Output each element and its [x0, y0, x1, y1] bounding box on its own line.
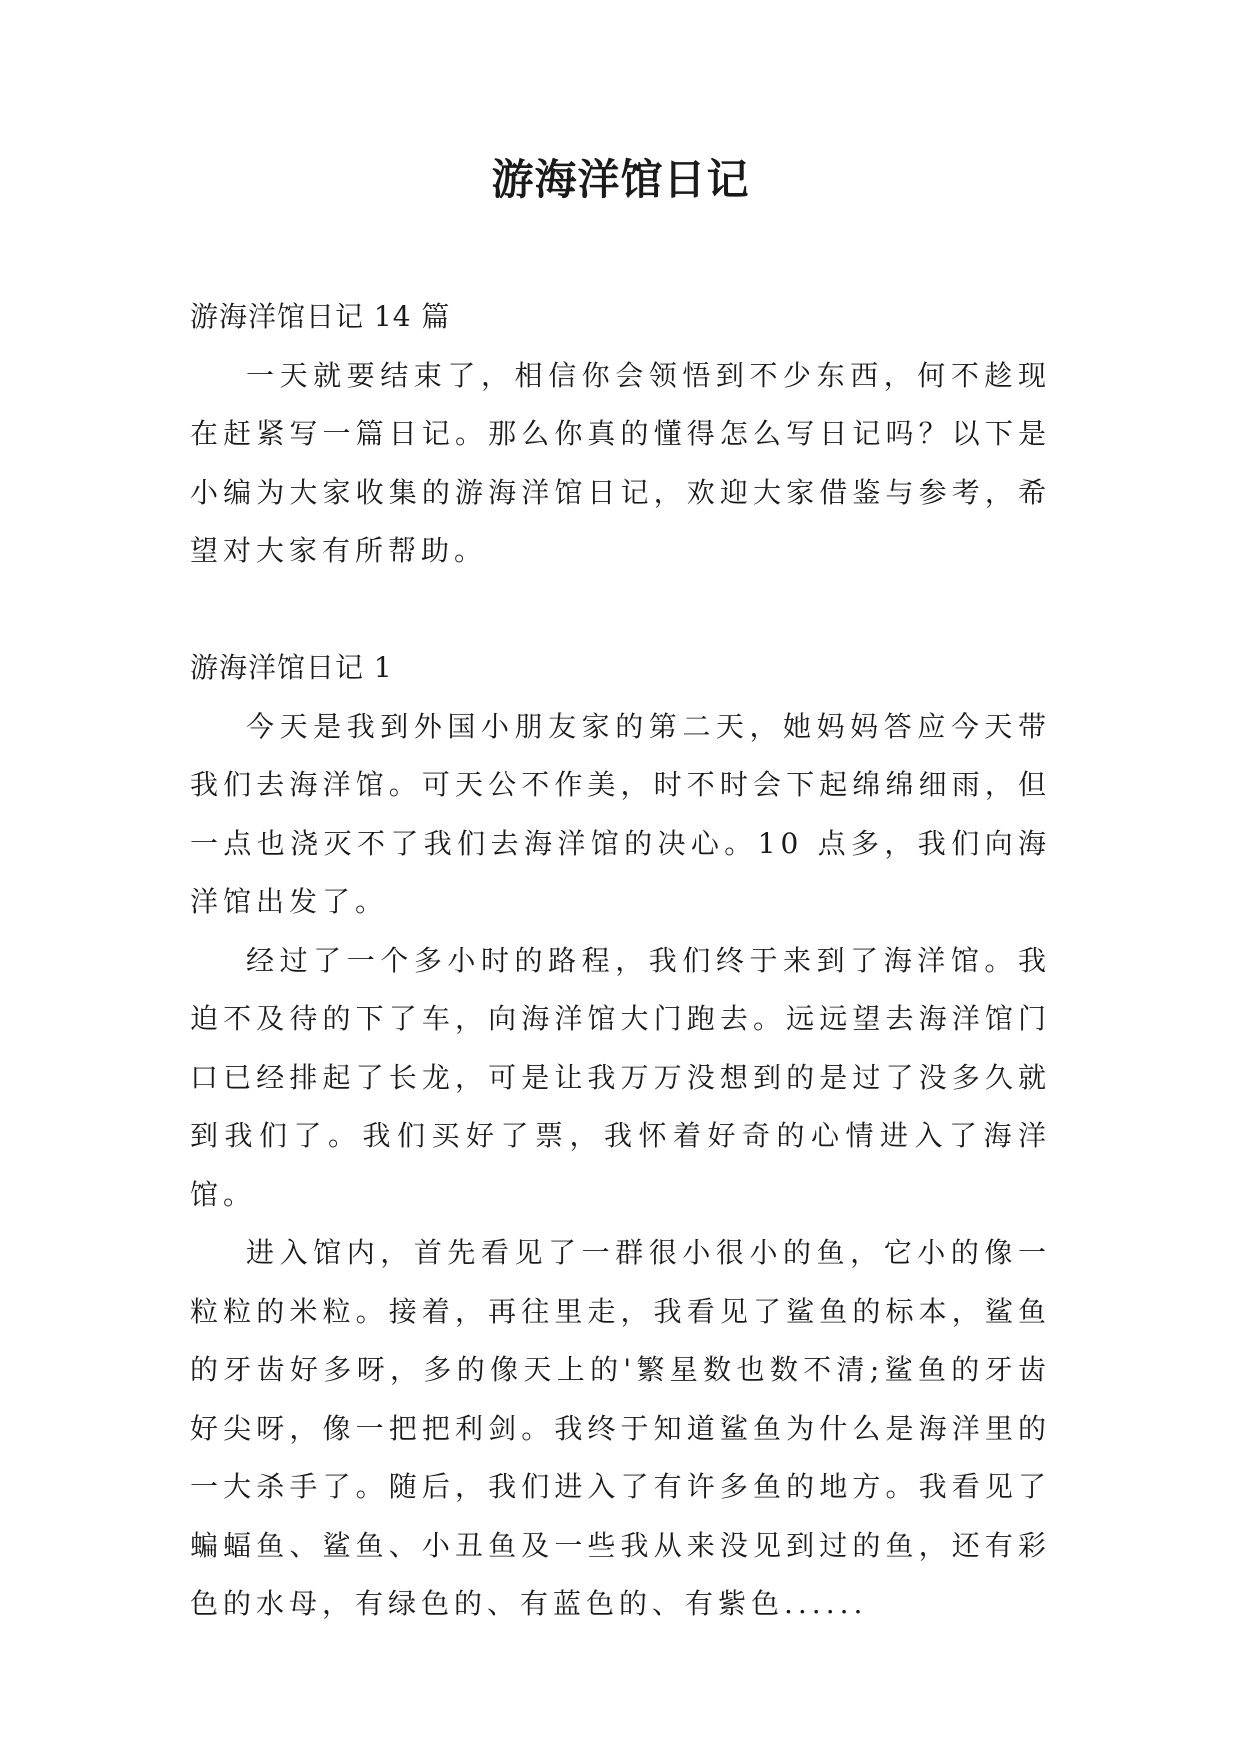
section-heading: 游海洋馆日记 1 [190, 651, 393, 684]
paragraph: 进入馆内，首先看见了一群很小很小的鱼，它小的像一粒粒的米粒。接着，再往里走，我看见了鲨鱼的标本，鲨鱼的牙齿好多呀，多的像天上的'繁星数也数不清;鲨鱼的牙齿好尖呀，像一把把利剑。我终于知道鲨鱼为什么是海洋里的一大杀手了。随后，我们进入了有许多鱼的地方。我看见了蝙蝠鱼、鲨鱼、小丑鱼及一些我从来没见到过的鱼，还有彩色的水母，有绿色的、有蓝色的、有紫色...... [190, 1236, 1051, 1620]
paragraph: 经过了一个多小时的路程，我们终于来到了海洋馆。我迫不及待的下了车，向海洋馆大门跑去。远远望去海洋馆门口已经排起了长龙，可是让我万万没想到的是过了没多久就到我们了。我们买好了票，我怀着好奇的心情进入了海洋馆。 [190, 943, 1051, 1211]
section-heading: 游海洋馆日记 14 篇 [190, 300, 451, 333]
document-title: 游海洋馆日记 [491, 155, 750, 204]
blank-line [190, 581, 1051, 640]
section-diary-1 [190, 639, 1051, 1634]
paragraph: 一天就要结束了，相信你会领悟到不少东西，何不趁现在赶紧写一篇日记。那么你真的懂得怎么写日记吗？以下是小编为大家收集的游海洋馆日记，欢迎大家借鉴与参考，希望对大家有所帮助。 [190, 358, 1051, 567]
section-intro [190, 288, 1051, 581]
paragraph: 今天是我到外国小朋友家的第二天，她妈妈答应今天带我们去海洋馆。可天公不作美，时不时会下起绵绵细雨，但一点也浇灭不了我们去海洋馆的决心。10 点多，我们向海洋馆出发了。 [190, 709, 1051, 918]
document-body [190, 288, 1051, 1634]
